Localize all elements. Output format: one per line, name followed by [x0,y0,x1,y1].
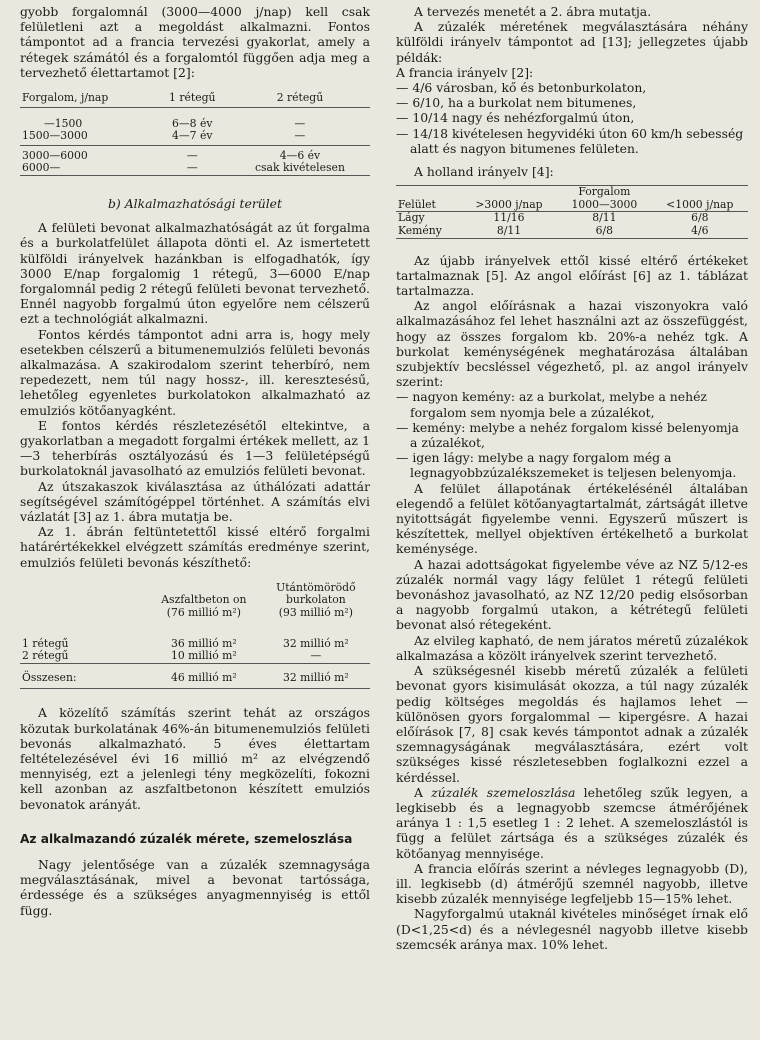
paragraph: A francia előírás szerint a névleges legnagyobb (D), ill. legkisebb (d) átmérőjű szemnél nagyobb, illetve kisebb zúzalék mennyisége legfeljebb 15—15% lehet. [396,860,748,907]
lifespan-table [20,92,370,176]
table-header: Utántömörödő [276,580,356,594]
paragraph: A szükségesnél kisebb méretű zúzalék a felületi bevonat gyors kisimulását okozza, a túl nagy zúzalék pedig költséges megoldás és hajlamos lehet — különösen gyors forgalommal — kipergésre. A hazai előírások [7, 8] csak kevés támpontot adnak a zúzalék szemnagyságának megválasztására, ezért volt szükséges kissé részletesebben foglalkozni ezzel a kérdéssel. [396,663,748,785]
grain-size-table [396,185,748,238]
subsection-title: b) Alkalmazhatósági terület [107,195,282,211]
table-header: Aszfaltbeton on [161,593,247,607]
table-sum-row: Összesen: 46 millió m² 32 millió m² [20,663,370,689]
paragraph: Az elvileg kapható, de nem járatos méretű zúzalékok alkalmazása a közölt irányelvek szerint tervezhető. [396,632,748,663]
table-header: Felület [396,199,461,212]
list-item: — nagyon kemény: az a burkolat, melybe a nehéz forgalom sem nyomja bele a zúzalékot, [396,389,707,420]
area-table [20,582,370,690]
list-item: — kemény: melybe a nehéz forgalom kissé belenyomja a zúzalékot, [396,419,739,451]
table-header: burkolaton [285,593,346,607]
table-header: (76 millió m²) [166,606,241,620]
list-item: — 6/10, ha a burkolat nem bitumenes, [396,95,637,111]
paragraph: A felület állapotának értékelésénél általában elegendő a felület kötőanyagtartalmát, zártságát illetve nyitottságát figyelembe venni. Egyszerű műszert is készítettek, mellyel objektíven értékelhető a burkolat keménysége. [396,480,748,557]
table-header: (93 millió m²) [278,606,353,620]
list-item: — 4/6 városban, kő és betonburkolaton, [396,80,647,96]
section-title: Az alkalmazandó zúzalék mérete, szemeloszlása [20,831,353,846]
paragraph: Az angol előírásnak a hazai viszonyokra való alkalmazásához fel lehet használni azt az összefüggést, hogy az összes forgalom kb. 20%-a nehéz tgk. A burkolat keménységének meghatározása általában szubjektív becsléssel végezhető, pl. az angol irányelv szerint: [396,298,748,390]
paragraph: Fontos kérdés támpontot adni arra is, hogy mely esetekben célszerű a bitumenemulziós felületi bevonás alkalmazása. A szakirodalom szerint teherbíró, nem repedezett, nem túl nagy hossz-, ill. keresztesésű, lehetőleg egyenletes burkolatokon alkalmazható az emulziós kötőanyagként. [20,326,370,418]
list-item: — 10/14 nagy és nehézforgalmú úton, [396,110,635,126]
paragraph: A zúzalék szemeloszlása lehetőleg szűk legyen, a legkisebb és a legnagyobb szemcse átmérőjének aránya 1 : 1,5 esetleg 1 : 2 lehet. A szemeloszlástól is függ a felület zártsága és a szükséges zúzalék és kötőanyag mennyisége. [396,784,748,861]
table-row: —1500 6—8 év — [44,116,306,130]
table-header: 1 rétegű [155,92,230,107]
table-row: 1 rétegű 36 millió m² 32 millió m² [22,636,349,650]
table-row: 6000— — csak kivételesen [20,162,370,175]
table-row: 3000—6000 — 4—6 év [22,148,321,162]
list-item: — 14/18 kivételesen hegyvidéki úton 60 km/h sebesség alatt és nagyon bitumenes felületen. [396,125,744,156]
paragraph: A hazai adottságokat figyelembe véve az NZ 5/12-es zúzalék normál vagy lágy felület 1 rétegű felületi bevonáshoz javasolható, az NZ 12/20 pedig elsősorban a nagyobb forgalmú utakon, a kétrétegű felületi bevonat alsó rétegeként. [396,556,748,633]
table-header: <1000 j/nap [652,199,748,212]
table-header: 2 rétegű [230,92,370,107]
table-row: 1500—3000 4—7 év — [20,130,370,145]
table-row: 2 rétegű 10 millió m² — [22,649,322,663]
paragraph: Nagy jelentősége van a zúzalék szemnagysága megválasztásának, mivel a bevonat tartóssága, érdessége és a szükséges anyagmennyiség is ettől függ. [20,857,370,918]
paragraph: Az 1. ábrán feltüntetettől kissé eltérő forgalmi határértékekkel elvégzett számítás eredménye szerint, emulziós felületi bevonás készíthető: [20,524,370,570]
list-heading: A francia irányelv [2]: [396,64,534,80]
intro-paragraph: gyobb forgalomnál (3000—4000 j/nap) kell csak felületleni azt a megoldást alkalmazni. Fontos támpontot ad a francia tervezési gyakorlat, amely a rétegek számától és a forgalomtól függően adja meg a tervezhető élettartamot [2]: [20,4,370,80]
paragraph: A zúzalék méretének megválasztására néhány külföldi irányelv támpontot ad [13]; jellegzetes újabb példák: [396,19,748,65]
table-row: Lágy 11/16 8/11 6/8 [398,211,709,225]
left-column [20,4,370,918]
table-header: >3000 j/nap [461,199,557,212]
paragraph: Nagyforgalmú utaknál kivételes minőséget írnak elő (D<1,25<d) és a névlegesnél nagyobb illetve kisebb szemcsék aránya max. 10% lehet. [396,906,748,952]
table-header: 1000—3000 [557,199,651,212]
list-item: — igen lágy: melybe a nagy forgalom még a legnagyobbzúzalékszemeket is teljesen belenyomja. [396,450,737,481]
list-heading: A holland irányelv [4]: [414,164,554,180]
paragraph: A felületi bevonat alkalmazhatóságát az út forgalma és a burkolatfelület állapota dönti el. Az ismertetett külföldi irányelvek hazánkban is elfogadhatók, így 3000 E/nap forgalomig 1 rétegű, 3—6000 E/nap forgalomnál pedig 2 rétegű felületi bevonat tervezhető. Ennél nagyobb forgalmú úton egyelőre nem célszerű ezt a technológiát alkalmazni. [20,220,370,327]
paragraph: Az útszakaszok kiválasztása az úthálózati adattár segítségével számítógéppel történhet. A számítás elvi vázlatát [3] az 1. ábra mutatja be. [20,478,370,525]
paragraph: A tervezés menetét a 2. ábra mutatja. [414,4,652,19]
table-group-header: Forgalom [461,186,748,199]
italic-term: zúzalék szemeloszlása [431,784,576,800]
table-header: Forgalom, j/nap [20,92,155,107]
paragraph: E fontos kérdés részletezésétől eltekintve, a gyakorlatban a megadott forgalmi értékek mellett, az 1—3 teherbírás osztályozású és 1—3 felületépségű burkolatoknál javasolható az emulziós felületi bevonat. [20,417,370,479]
right-column [396,4,748,952]
paragraph: Az újabb irányelvek ettől kissé eltérő értékeket tartalmaznak [5]. Az angol előírást [6] az 1. táblázat tartalmazza. [396,252,748,299]
table-row: Kemény 8/11 6/8 4/6 [396,225,748,238]
paragraph: A közelítő számítás szerint tehát az országos közutak burkolatának 46%-án bitumenemulziós felületi bevonás alkalmazható. 5 éves élettartam feltételezésével évi 16 millió m² az elvégzendő mennyiség, ezt a jelenlegi tény megközelíti, fokozni kell azonban az aszfaltbetonon készített emulziós bevonatok arányát. [20,705,370,812]
